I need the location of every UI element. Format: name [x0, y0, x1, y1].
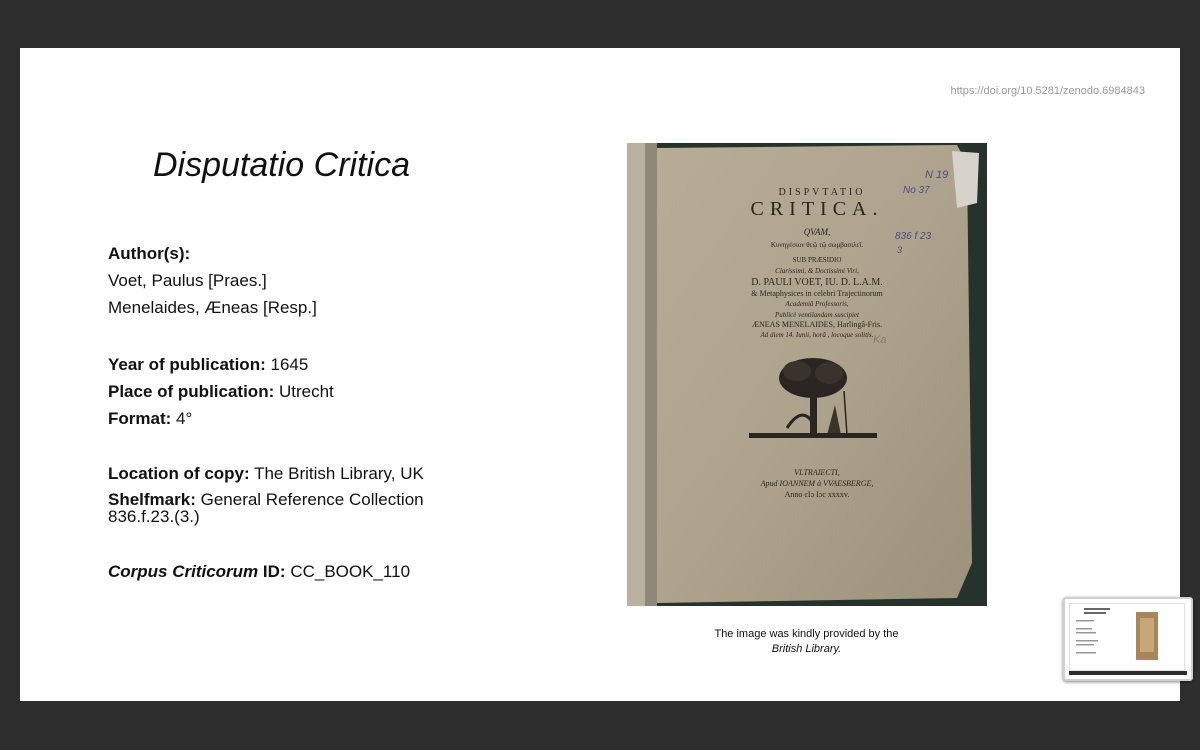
publication-block: [108, 351, 334, 432]
thumbnail-bar: [1069, 671, 1187, 675]
slide: [20, 48, 1180, 701]
shelfmark-label: Shelfmark:: [108, 490, 196, 509]
id-label: ID:: [262, 562, 286, 581]
page-line-12: Ad diem 14. Iunii, horâ , locoque solitis.: [760, 331, 874, 339]
page-line-3: QVAM,: [803, 227, 831, 237]
author-1: Voet, Paulus [Praes.]: [108, 271, 267, 290]
caption-line-1: The image was kindly provided by the: [714, 628, 899, 640]
id-value: CC_BOOK_110: [290, 562, 411, 581]
image-caption: [660, 627, 953, 657]
page-line-5: SUB PRÆSIDIO: [792, 256, 842, 264]
thumbnail-preview: [1069, 603, 1185, 671]
page-title: Disputatio Critica: [153, 146, 410, 184]
page-line-7: D. PAULI VOET, IU. D. L.A.M.: [751, 277, 883, 288]
location-label: Location of copy:: [108, 464, 250, 483]
shelfmark-value-2: 836.f.23.(3.): [108, 507, 200, 526]
handwritten-mark-2: No 37: [903, 185, 930, 196]
page-line-9: Academiâ Professoris,: [785, 300, 849, 308]
handwritten-mark-3: 836 f 23: [895, 231, 932, 242]
authors-label: Author(s):: [108, 244, 191, 263]
corpus-block: [108, 558, 410, 585]
imprint-line-3: Anno cIɔ Iɔc xxxxv.: [784, 490, 850, 499]
doi-link[interactable]: https://doi.org/10.5281/zenodo.6984843: [950, 85, 1145, 97]
handwritten-mark-1: N 19: [925, 169, 949, 181]
slide-thumbnail[interactable]: [1063, 597, 1193, 681]
year-label: Year of publication:: [108, 355, 266, 374]
corpus-label: Corpus Criticorum: [108, 562, 259, 581]
location-value: The British Library, UK: [254, 464, 424, 483]
format-label: Format:: [108, 409, 172, 428]
page-line-2: CRITICA.: [750, 198, 884, 220]
caption-line-2: British Library.: [771, 643, 842, 655]
handwritten-mark-4: 3: [897, 245, 903, 255]
imprint-line-1: VLTRAIECTI,: [794, 468, 840, 477]
thumbnail-svg: [1070, 604, 1184, 670]
place-value: Utrecht: [278, 382, 334, 401]
year-value: 1645: [270, 355, 309, 374]
title-page-photo: [627, 143, 987, 606]
page-line-8: & Metaphysices in celebri Trajectinorum: [751, 289, 883, 298]
copy-block: [108, 460, 424, 525]
format-value: 4°: [176, 409, 193, 428]
page-line-1: DISPVTATIO: [778, 187, 866, 198]
place-label: Place of publication:: [108, 382, 275, 401]
authors-block: [108, 240, 317, 321]
page-line-6: Clarissimi, & Doctissimi Viri,: [775, 267, 859, 275]
page-line-4: Κυνηγέσιον θεῷ τῷ σωμβασιλεῖ.: [770, 241, 864, 249]
book-photo-svg: [627, 143, 987, 606]
page-line-10: Publicè ventilandam suscipiet: [775, 311, 859, 319]
shelfmark-value-1: General Reference Collection: [200, 490, 424, 509]
page-line-11: ÆNEAS MENELAIDES, Harlingâ-Fris.: [751, 320, 883, 329]
handwritten-mark-5: Ka: [873, 334, 887, 346]
imprint-line-2: Apud IOANNEM à VVAESBERGE,: [760, 479, 874, 488]
author-2: Menelaides, Æneas [Resp.]: [108, 298, 317, 317]
